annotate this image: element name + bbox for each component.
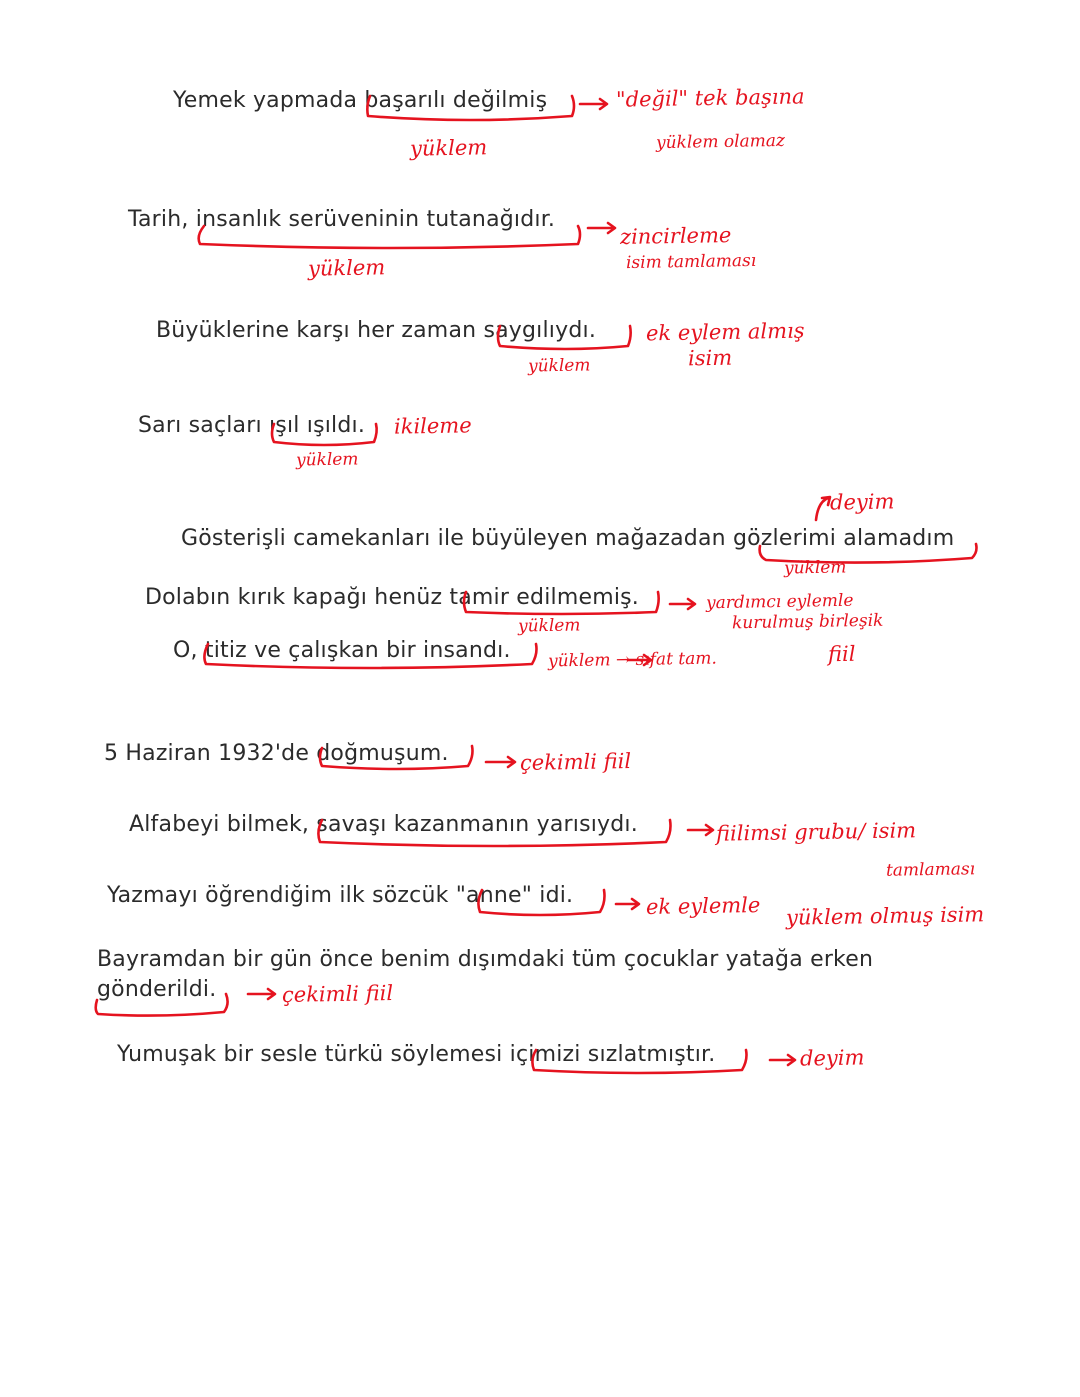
s3-label: yüklem — [527, 355, 591, 377]
sentence-9: Alfabeyi bilmek, savaşı kazanmanın yarısıydı. — [129, 812, 638, 837]
sentence-6: Dolabın kırık kapağı henüz tamir edilmemiş. — [145, 585, 639, 610]
s4-label: yüklem — [295, 449, 359, 471]
sentence-1: Yemek yapmada başarılı değilmiş — [173, 88, 548, 113]
sentence-3: Büyüklerine karşı her zaman saygılıydı. — [156, 318, 597, 343]
s12-note: deyim — [799, 1045, 865, 1071]
s1-note-2: yüklem olamaz — [655, 130, 786, 154]
s5-top-note: deyim — [829, 489, 895, 515]
s6-note: yardımcı eylemle — [705, 590, 854, 614]
s10-arrow — [616, 899, 639, 909]
s9-note-2: tamlaması — [885, 859, 976, 881]
s2-label: yüklem — [307, 255, 386, 281]
s1-label: yüklem — [409, 135, 488, 161]
sentence-7: O, titiz ve çalışkan bir insandı. — [173, 638, 511, 663]
s11-arrow — [248, 989, 275, 999]
s1-arrow — [580, 99, 607, 109]
s4-note: ikileme — [393, 413, 472, 439]
s6-note-3: fiil — [827, 641, 856, 667]
s9-note: fiilimsi grubu/ isim — [715, 818, 917, 846]
sentence-8: 5 Haziran 1932'de doğmuşum. — [104, 741, 449, 766]
s6-label: yüklem — [517, 615, 581, 637]
s3-note: ek eylem almış — [645, 318, 805, 346]
s7-note: yüklem → sıfat tam. — [547, 648, 718, 672]
s8-note: çekimli fiil — [519, 749, 632, 775]
sentence-11-line-2: gönderildi. — [97, 977, 217, 1002]
sentence-2: Tarih, insanlık serüveninin tutanağıdır. — [128, 207, 556, 232]
sentence-5: Gösterişli camekanları ile büyüleyen mağazadan gözlerimi alamadım — [181, 526, 955, 551]
s2-arrow — [588, 223, 615, 233]
s12-arrow — [770, 1055, 795, 1065]
sentence-12: Yumuşak bir sesle türkü söylemesi içimizi sızlatmıştır. — [117, 1042, 716, 1067]
sentence-4: Sarı saçları ışıl ışıldı. — [138, 413, 366, 438]
s1-note: "değil" tek başına — [615, 84, 805, 112]
s6-arrow — [670, 599, 695, 609]
s10-note: ek eylemle — [645, 893, 761, 919]
s10-note-2: yüklem olmuş isim — [785, 902, 985, 930]
sentence-11-line-1: Bayramdan bir gün önce benim dışımdaki tüm çocuklar yatağa erken — [97, 947, 874, 972]
s3-note-2: isim — [687, 345, 733, 371]
s2-note: zincirleme — [619, 223, 732, 249]
s8-arrow — [486, 757, 515, 767]
s6-note-2: kurulmuş birleşik — [731, 610, 884, 634]
s11-note: çekimli fiil — [281, 981, 394, 1007]
s5-deyim-arrow — [816, 497, 830, 520]
s9-arrow — [688, 825, 713, 835]
s2-note-2: isim tamlaması — [625, 250, 757, 274]
s5-label: yüklem — [783, 557, 847, 579]
sentence-10: Yazmayı öğrendiğim ilk sözcük "anne" idi. — [107, 883, 574, 908]
